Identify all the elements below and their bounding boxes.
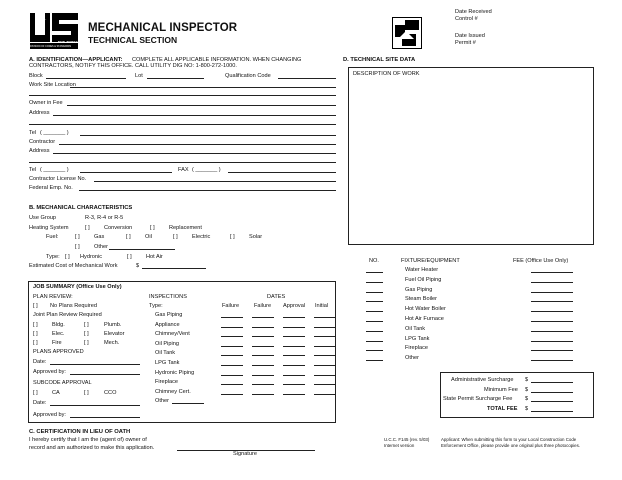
inspection-date-field[interactable] xyxy=(221,350,243,356)
subcode-approved-by-field[interactable] xyxy=(70,412,140,418)
fixture-fee-field[interactable] xyxy=(531,336,573,342)
inspection-date-field[interactable] xyxy=(283,312,305,318)
logo-code: UCC xyxy=(44,20,47,21)
inspection-date-field[interactable] xyxy=(283,370,305,376)
contractor-tel-label: Tel xyxy=(29,167,37,173)
fixture-fee-field[interactable] xyxy=(531,277,573,283)
fixture-number-field[interactable] xyxy=(366,345,383,351)
inspection-date-field[interactable] xyxy=(252,350,274,356)
approval-header: Approval xyxy=(283,303,306,309)
inspection-date-field[interactable] xyxy=(283,389,305,395)
contractor-address-field-2[interactable] xyxy=(29,157,336,163)
fixture-item: Fireplace xyxy=(405,345,429,352)
state-surcharge-label: State Permit Surcharge Fee xyxy=(443,396,513,402)
inspection-date-field[interactable] xyxy=(252,331,274,337)
dates-heading: DATES xyxy=(267,294,286,300)
contractor-address-label: Address xyxy=(29,148,50,154)
fire-label: Fire xyxy=(52,340,62,346)
electric-label: Electric xyxy=(192,234,211,240)
no-header: NO. xyxy=(369,258,379,264)
section-d-heading: D. TECHNICAL SITE DATA xyxy=(343,57,416,63)
inspection-date-field[interactable] xyxy=(283,379,305,385)
fixture-number-field[interactable] xyxy=(366,287,383,293)
form-subtitle: TECHNICAL SECTION xyxy=(88,35,178,45)
inspection-date-field[interactable] xyxy=(283,360,305,366)
contractor-tel-area: ( _______ ) xyxy=(40,167,69,173)
fixture-item: LPG Tank xyxy=(405,335,430,342)
inspections-heading: INSPECTIONS xyxy=(149,294,187,300)
plans-approved-by-field[interactable] xyxy=(70,369,140,375)
plans-approved-label: PLANS APPROVED xyxy=(33,349,84,355)
federal-field[interactable] xyxy=(79,185,336,191)
total-dollar: $ xyxy=(525,406,529,412)
form-title: MECHANICAL INSPECTOR xyxy=(88,22,238,34)
fixture-number-field[interactable] xyxy=(366,336,383,342)
state-surcharge-field[interactable] xyxy=(531,396,573,402)
inspection-date-field[interactable] xyxy=(252,389,274,395)
other-checkbox[interactable]: [ ] xyxy=(75,244,80,250)
fixture-header: FIXTURE/EQUIPMENT xyxy=(401,258,460,264)
contractor-field[interactable] xyxy=(59,139,336,145)
initial-header: Initial xyxy=(315,303,329,309)
fixture-fee-field[interactable] xyxy=(531,306,573,312)
oil-checkbox[interactable]: [ ] xyxy=(126,234,131,240)
applicant-note-1: Applicant: When submitting this form to your Local Construction Code xyxy=(441,437,577,442)
work-site-label: Work Site Location xyxy=(29,82,76,88)
inspection-date-field[interactable] xyxy=(283,322,305,328)
inspection-date-field[interactable] xyxy=(314,379,336,385)
section-a-instruction: COMPLETE ALL APPLICABLE INFORMATION. WHEN CHANGING xyxy=(132,57,302,63)
description-of-work-label: DESCRIPTION OF WORK xyxy=(353,71,420,77)
plumb-label: Plumb. xyxy=(104,322,122,328)
control-number-label: Control # xyxy=(455,16,478,22)
job-summary-title: JOB SUMMARY (Office Use Only) xyxy=(33,284,122,290)
hydronic-label: Hydronic xyxy=(80,254,103,260)
inspection-date-field[interactable] xyxy=(221,389,243,395)
fixture-number-field[interactable] xyxy=(366,267,383,273)
inspection-date-field[interactable] xyxy=(252,379,274,385)
use-group-value: R-3, R-4 or R-5 xyxy=(85,215,124,221)
inspection-date-field[interactable] xyxy=(314,389,336,395)
bldg-checkbox[interactable]: [ ] xyxy=(33,322,38,328)
applicant-note-2: Enforcement Office, please provide one original plus three photocopies. xyxy=(441,443,581,448)
inspection-item: Chimney/Vent xyxy=(155,331,190,338)
fax-field[interactable] xyxy=(228,167,336,173)
total-fee-field[interactable] xyxy=(531,406,573,412)
fixture-fee-field[interactable] xyxy=(531,345,573,351)
replacement-label: Replacement xyxy=(169,225,202,231)
inspection-date-field[interactable] xyxy=(314,360,336,366)
gas-label: Gas xyxy=(94,234,105,240)
subcode-date-field[interactable] xyxy=(50,400,140,406)
fixture-item: Fuel Oil Piping xyxy=(405,276,442,283)
cco-checkbox[interactable]: [ ] xyxy=(84,390,89,396)
estimated-cost-field[interactable] xyxy=(142,263,206,269)
hot-air-checkbox[interactable]: [ ] xyxy=(127,254,132,260)
ca-label: CA xyxy=(52,390,60,396)
fixture-item: Gas Piping xyxy=(405,286,433,293)
subcode-date-label: Date: xyxy=(33,400,47,406)
inspection-date-field[interactable] xyxy=(252,370,274,376)
plans-date-label: Date: xyxy=(33,359,47,365)
other-label: Other xyxy=(94,244,108,250)
date-issued-label: Date Issued xyxy=(455,33,485,39)
inspection-date-field[interactable] xyxy=(221,322,243,328)
inspection-item: Oil Piping xyxy=(155,340,179,347)
total-fee-label: TOTAL FEE xyxy=(487,406,518,412)
inspection-date-field[interactable] xyxy=(221,360,243,366)
subcode-approval-label: SUBCODE APPROVAL xyxy=(33,380,92,386)
admin-dollar: $ xyxy=(525,377,529,383)
subcode-approved-by-label: Approved by: xyxy=(33,412,66,418)
plan-review-label: PLAN REVIEW: xyxy=(33,294,73,300)
contractor-address-field[interactable] xyxy=(53,148,336,154)
fixture-number-field[interactable] xyxy=(366,277,383,283)
inspection-date-field[interactable] xyxy=(221,341,243,347)
fixture-item: Steam Boiler xyxy=(405,296,438,303)
lot-field[interactable] xyxy=(147,73,204,79)
fixture-fee-field[interactable] xyxy=(531,316,573,322)
oil-label: Oil xyxy=(145,234,152,240)
fixture-fee-field[interactable] xyxy=(531,267,573,273)
inspection-item: Other xyxy=(155,398,169,405)
section-a-instruction-2: CONTRACTORS, NOTIFY THIS OFFICE. CALL UTILITY DIG NO: 1-800-272-1000. xyxy=(29,63,237,69)
owner-address-label: Address xyxy=(29,110,50,116)
gas-checkbox[interactable]: [ ] xyxy=(75,234,80,240)
inspection-date-field[interactable] xyxy=(314,370,336,376)
inspection-item: Gas Piping xyxy=(155,312,183,318)
inspection-other-field[interactable] xyxy=(172,398,204,404)
fixture-number-field[interactable] xyxy=(366,296,383,302)
inspection-date-field[interactable] xyxy=(314,312,336,318)
inspection-item: Appliance xyxy=(155,321,180,328)
plans-date-field[interactable] xyxy=(50,359,140,365)
conversion-checkbox[interactable]: [ ] xyxy=(85,225,90,231)
hot-air-label: Hot Air xyxy=(146,254,163,260)
inspection-date-field[interactable] xyxy=(221,331,243,337)
fax-area: ( _______ ) xyxy=(192,167,221,173)
federal-label: Federal Emp. No. xyxy=(29,185,73,191)
bldg-label: Bldg. xyxy=(52,322,65,328)
no-plans-label: No Plans Required xyxy=(50,303,97,309)
replacement-checkbox[interactable]: [ ] xyxy=(150,225,155,231)
minimum-dollar: $ xyxy=(525,387,529,393)
license-label: Contractor License No. xyxy=(29,176,87,182)
inspection-date-field[interactable] xyxy=(314,350,336,356)
fixture-item: Oil Tank xyxy=(405,325,426,332)
inspection-date-field[interactable] xyxy=(252,360,274,366)
inspection-item: Fireplace xyxy=(155,379,179,386)
solar-checkbox[interactable]: [ ] xyxy=(230,234,235,240)
description-of-work-box[interactable] xyxy=(348,67,594,245)
fixture-item: Hot Air Furnace xyxy=(405,316,444,322)
state-dollar: $ xyxy=(525,396,529,402)
plans-approved-by-label: Approved by: xyxy=(33,369,66,375)
owner-tel-area: ( _______ ) xyxy=(40,130,69,136)
hydronic-checkbox[interactable]: [ ] xyxy=(65,254,70,260)
section-a-heading: A. IDENTIFICATION—APPLICANT: xyxy=(29,57,123,63)
signature-label: Signature xyxy=(233,451,257,457)
lot-label: Lot xyxy=(135,73,143,79)
corner-graphic-icon xyxy=(392,17,422,49)
owner-tel-field[interactable] xyxy=(80,130,336,136)
fixture-item: Other xyxy=(405,355,419,362)
fixture-number-field[interactable] xyxy=(366,355,383,361)
fax-label: FAX xyxy=(178,167,189,173)
admin-surcharge-label: Administrative Surcharge xyxy=(451,377,514,383)
section-b-heading: B. MECHANICAL CHARACTERISTICS xyxy=(29,205,133,211)
owner-address-field-2[interactable] xyxy=(29,119,336,125)
failure-1-header: Failure xyxy=(222,303,240,309)
joint-review-label: Joint Plan Review Required xyxy=(33,312,102,318)
inspection-item: Chimney Cert. xyxy=(155,388,191,395)
elevator-checkbox[interactable]: [ ] xyxy=(84,331,89,337)
owner-address-field[interactable] xyxy=(53,110,336,116)
permit-number-label: Permit # xyxy=(455,40,476,46)
work-site-field-2[interactable] xyxy=(29,90,336,96)
certification-text-1: I hereby certify that I am the (agent of) owner of xyxy=(29,437,147,443)
other-field[interactable] xyxy=(109,244,175,250)
fixture-fee-field[interactable] xyxy=(531,355,573,361)
fuel-label: Fuel: xyxy=(46,234,59,240)
qualification-code-label: Qualification Code xyxy=(225,73,271,79)
no-plans-checkbox[interactable]: [ ] xyxy=(33,303,38,309)
owner-field[interactable] xyxy=(67,100,336,106)
electric-checkbox[interactable]: [ ] xyxy=(173,234,178,240)
owner-tel-label: Tel xyxy=(29,130,37,136)
logo-state: NEW JERSEY xyxy=(58,40,78,44)
cco-label: CCO xyxy=(104,390,117,396)
mech-label: Mech. xyxy=(104,340,120,346)
inspection-date-field[interactable] xyxy=(283,350,305,356)
form-id: U.C.C. F145 (rev. 5/03) xyxy=(384,437,430,442)
inspection-date-field[interactable] xyxy=(221,312,243,318)
internet-version: Internet version xyxy=(384,443,415,448)
inspection-item: Hydronic Piping xyxy=(155,369,195,376)
inspection-date-field[interactable] xyxy=(252,341,274,347)
fixture-number-field[interactable] xyxy=(366,326,383,332)
fixture-item: Water Heater xyxy=(405,267,439,273)
inspection-date-field[interactable] xyxy=(252,312,274,318)
inspection-date-field[interactable] xyxy=(283,331,305,337)
elec-label: Elec. xyxy=(52,331,65,337)
inspection-type-label: Type: xyxy=(149,303,163,309)
block-field[interactable] xyxy=(46,73,126,79)
conversion-label: Conversion xyxy=(104,225,133,231)
type-label: Type: xyxy=(46,254,60,260)
fixture-fee-field[interactable] xyxy=(531,296,573,302)
section-c-heading: C. CERTIFICATION IN LIEU OF OATH xyxy=(29,429,131,435)
failure-2-header: Failure xyxy=(254,303,272,309)
fixture-fee-field[interactable] xyxy=(531,287,573,293)
logo-division: DIVISION OF CODES & STANDARDS xyxy=(30,44,72,48)
solar-label: Solar xyxy=(249,234,263,240)
minimum-fee-label: Minimum Fee xyxy=(484,387,518,393)
admin-surcharge-field[interactable] xyxy=(531,377,573,383)
owner-label: Owner in Fee xyxy=(29,100,63,106)
inspection-item: Oil Tank xyxy=(155,350,176,357)
mech-checkbox[interactable]: [ ] xyxy=(84,340,89,346)
contractor-tel-field[interactable] xyxy=(80,167,172,173)
contractor-label: Contractor xyxy=(29,139,56,145)
estimated-cost-dollar: $ xyxy=(136,263,140,269)
fixture-fee-field[interactable] xyxy=(531,326,573,332)
elevator-label: Elevator xyxy=(104,331,125,337)
inspection-date-field[interactable] xyxy=(221,370,243,376)
heating-label: Heating System xyxy=(29,225,69,231)
use-group-label: Use Group xyxy=(29,215,57,221)
estimated-cost-label: Estimated Cost of Mechanical Work xyxy=(29,263,118,269)
minimum-fee-field[interactable] xyxy=(531,387,573,393)
fixture-number-field[interactable] xyxy=(366,306,383,312)
inspection-item: LPG Tank xyxy=(155,360,180,366)
block-label: Block xyxy=(29,73,43,79)
date-received-label: Date Received xyxy=(455,9,492,15)
fixture-item: Hot Water Boiler xyxy=(405,306,446,313)
elec-checkbox[interactable]: [ ] xyxy=(33,331,38,337)
inspection-date-field[interactable] xyxy=(314,341,336,347)
fixture-number-field[interactable] xyxy=(366,316,383,322)
certification-text-2: record and am authorized to make this application. xyxy=(29,445,155,451)
fee-header: FEE (Office Use Only) xyxy=(513,258,569,264)
license-field[interactable] xyxy=(94,176,336,182)
inspection-date-field[interactable] xyxy=(252,322,274,328)
plumb-checkbox[interactable]: [ ] xyxy=(84,322,89,328)
ca-checkbox[interactable]: [ ] xyxy=(33,390,38,396)
inspection-date-field[interactable] xyxy=(314,322,336,328)
inspection-date-field[interactable] xyxy=(283,341,305,347)
fire-checkbox[interactable]: [ ] xyxy=(33,340,38,346)
work-site-field[interactable] xyxy=(70,82,336,88)
inspection-date-field[interactable] xyxy=(221,379,243,385)
inspection-date-field[interactable] xyxy=(314,331,336,337)
qualification-code-field[interactable] xyxy=(278,73,336,79)
